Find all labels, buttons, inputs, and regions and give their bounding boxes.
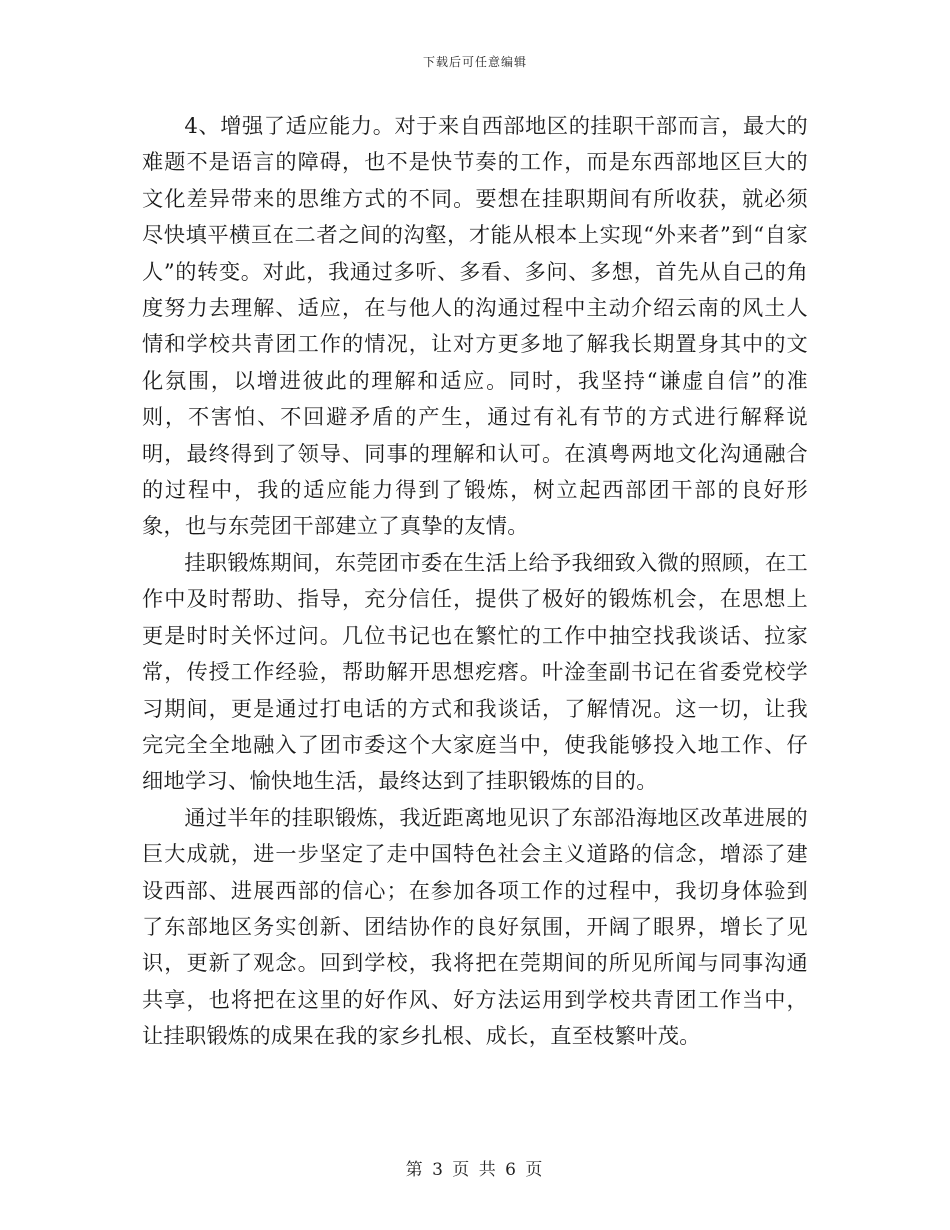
paragraph-conclusion: 通过半年的挂职锻炼，我近距离地见识了东部沿海地区改革进展的巨大成就，进一步坚定了走中国特色社会主义道路的信念，增添了建设西部、进展西部的信心；在参加各项工作的过程中，我切身体验到了东部地区务实创新、团结协作的良好氛围，开阔了眼界，增长了见识，更新了观念。回到学校，我将把在莞期间的所见所闻与同事沟通共享，也将把在这里的好作风、好方法运用到学校共青团工作当中，让挂职锻炼的成果在我的家乡扎根、成长，直至枝繁叶茂。 xyxy=(142,804,808,1049)
document-body xyxy=(142,108,808,1055)
page-number-footer: 第 3 页 共 6 页 xyxy=(405,1160,545,1180)
paragraph-support: 挂职锻炼期间，东莞团市委在生活上给予我细致入微的照顾，在工作中及时帮助、指导，充分信任，提供了极好的锻炼机会，在思想上更是时时关怀过问。几位书记也在繁忙的工作中抽空找我谈话、拉家常，传授工作经验，帮助解开思想疙瘩。叶淦奎副书记在省委党校学习期间，更是通过打电话的方式和我谈话，了解情况。这一切，让我完完全全地融入了团市委这个大家庭当中，使我能够投入地工作、仔细地学习、愉快地生活，最终达到了挂职锻炼的目的。 xyxy=(142,549,808,794)
page-header: 下载后可任意编辑 xyxy=(422,55,527,69)
paragraph-adaptability: 4、增强了适应能力。对于来自西部地区的挂职干部而言，最大的难题不是语言的障碍，也不是快节奏的工作，而是东西部地区巨大的文化差异带来的思维方式的不同。要想在挂职期间有所收获，就必须尽快填平横亘在二者之间的沟壑，才能从根本上实现“外来者”到“自家人”的转变。对此，我通过多听、多看、多问、多想，首先从自己的角度努力去理解、适应，在与他人的沟通过程中主动介绍云南的风土人情和学校共青团工作的情况，让对方更多地了解我长期置身其中的文化氛围，以增进彼此的理解和适应。同时，我坚持“谦虚自信”的准则，不害怕、不回避矛盾的产生，通过有礼有节的方式进行解释说明，最终得到了领导、同事的理解和认可。在滇粤两地文化沟通融合的过程中，我的适应能力得到了锻炼，树立起西部团干部的良好形象，也与东莞团干部建立了真挚的友情。 xyxy=(142,113,808,539)
